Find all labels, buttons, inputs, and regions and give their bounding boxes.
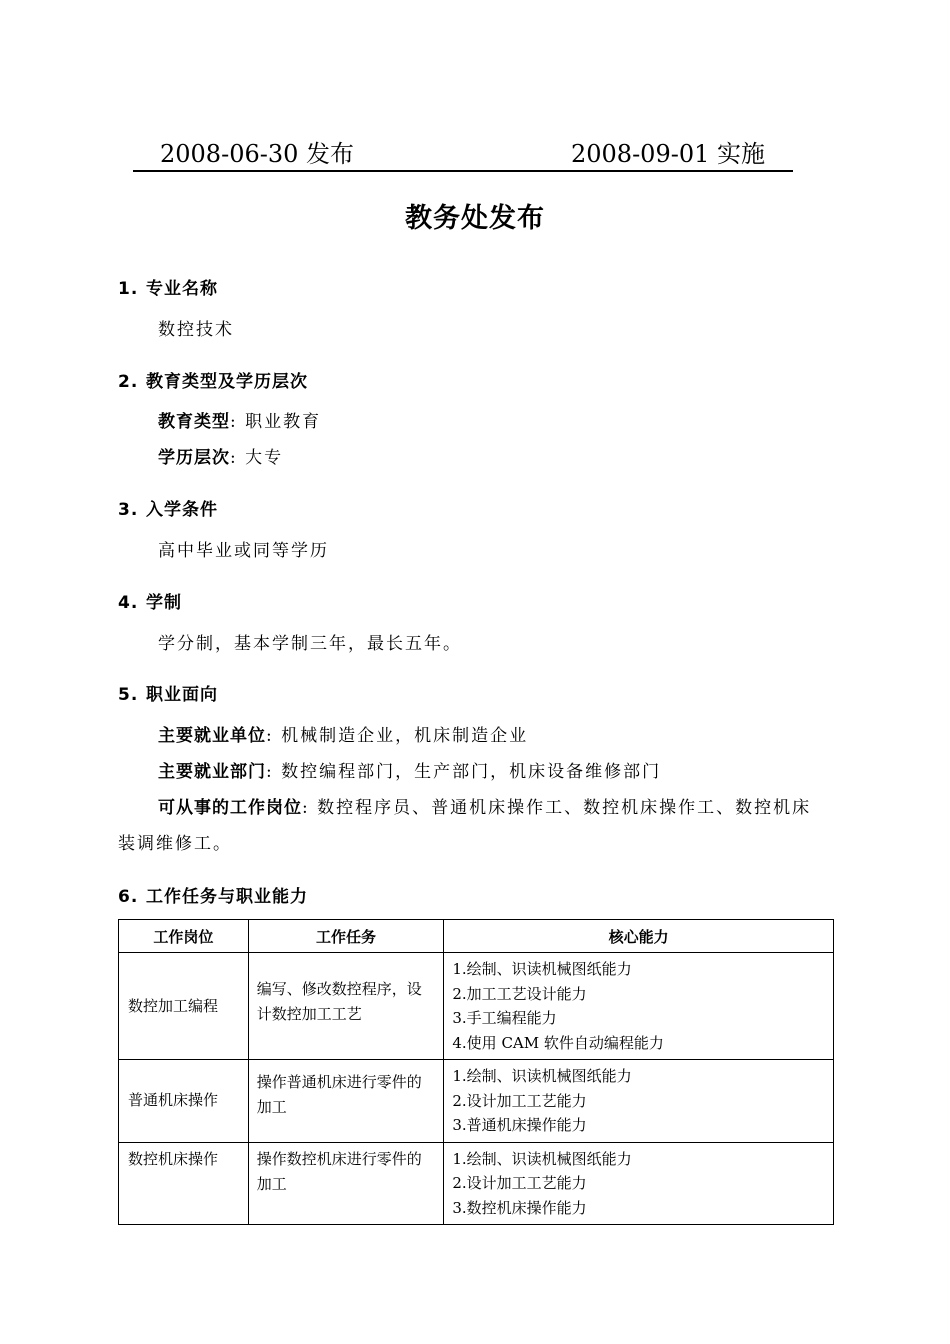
ability-item: 1.绘制、识读机械图纸能力 [452, 960, 632, 978]
ability-item: 2.设计加工工艺能力 [452, 1174, 587, 1192]
task-cell: 操作普通机床进行零件的加工 [248, 1060, 444, 1143]
section-title: 职业面向 [146, 685, 218, 705]
section-heading-1: 1. 专业名称 [118, 279, 218, 299]
ability-cell [444, 1142, 834, 1225]
table-row [119, 1142, 834, 1225]
education-level-line: 学历层次: 大专 [158, 448, 284, 468]
department-line: 主要就业部门: 数控编程部门，生产部门，机床设备维修部门 [158, 762, 662, 782]
job-positions-line: 可从事的工作岗位: 数控程序员、普通机床操作工、数控机床操作工、数控机床 [158, 798, 812, 818]
section-title: 专业名称 [146, 279, 218, 299]
section-title: 教育类型及学历层次 [146, 372, 308, 392]
section-title: 学制 [146, 593, 182, 613]
section-heading-5: 5. 职业面向 [118, 685, 218, 705]
ability-item: 1.绘制、识读机械图纸能力 [452, 1149, 632, 1168]
table-row [119, 1060, 834, 1143]
ability-item: 3.普通机床操作能力 [452, 1116, 587, 1134]
ability-item: 2.加工工艺设计能力 [452, 984, 587, 1003]
task-cell: 操作数控机床进行零件的加工 [248, 1142, 444, 1225]
column-header-position: 工作岗位 [119, 920, 249, 953]
section-title: 工作任务与职业能力 [146, 887, 308, 907]
field-label: 可从事的工作岗位 [158, 798, 302, 818]
table-header-row [119, 920, 834, 953]
position-cell: 数控机床操作 [119, 1142, 249, 1225]
ability-item: 1.绘制、识读机械图纸能力 [452, 1067, 632, 1085]
section-title: 入学条件 [146, 500, 218, 520]
date-header [160, 134, 765, 168]
task-cell: 编写、修改数控程序，设计数控加工工艺 [248, 953, 444, 1060]
position-cell: 普通机床操作 [119, 1060, 249, 1143]
field-label: 主要就业单位 [158, 726, 266, 746]
ability-item: 4.使用 CAM 软件自动编程能力 [452, 1033, 664, 1052]
major-name: 数控技术 [158, 320, 234, 340]
column-header-ability: 核心能力 [444, 920, 834, 953]
employer-line: 主要就业单位: 机械制造企业，机床制造企业 [158, 726, 529, 746]
publish-date: 2008-06-30 发布 [160, 140, 355, 168]
ability-cell [444, 953, 834, 1060]
section-heading-4: 4. 学制 [118, 593, 182, 613]
effective-date: 2008-09-01 实施 [570, 140, 765, 168]
task-ability-table [118, 919, 834, 1225]
ability-item: 3.数控机床操作能力 [452, 1198, 587, 1217]
job-positions-continuation: 装调维修工。 [118, 834, 232, 854]
section-heading-2: 2. 教育类型及学历层次 [118, 372, 308, 392]
ability-item: 2.设计加工工艺能力 [452, 1091, 587, 1110]
ability-cell [444, 1060, 834, 1143]
admission-requirement: 高中毕业或同等学历 [158, 541, 329, 561]
ability-item: 3.手工编程能力 [452, 1009, 557, 1027]
header-divider [133, 170, 793, 172]
study-duration: 学分制，基本学制三年，最长五年。 [158, 634, 462, 654]
field-label: 教育类型 [158, 412, 230, 432]
table-row [119, 953, 834, 1060]
field-label: 学历层次 [158, 448, 230, 468]
education-type-line: 教育类型: 职业教育 [158, 412, 322, 432]
section-heading-6: 6. 工作任务与职业能力 [118, 887, 308, 907]
position-cell: 数控加工编程 [119, 953, 249, 1060]
column-header-task: 工作任务 [248, 920, 444, 953]
page-title: 教务处发布 [405, 203, 545, 234]
section-heading-3: 3. 入学条件 [118, 500, 218, 520]
field-label: 主要就业部门 [158, 762, 266, 782]
